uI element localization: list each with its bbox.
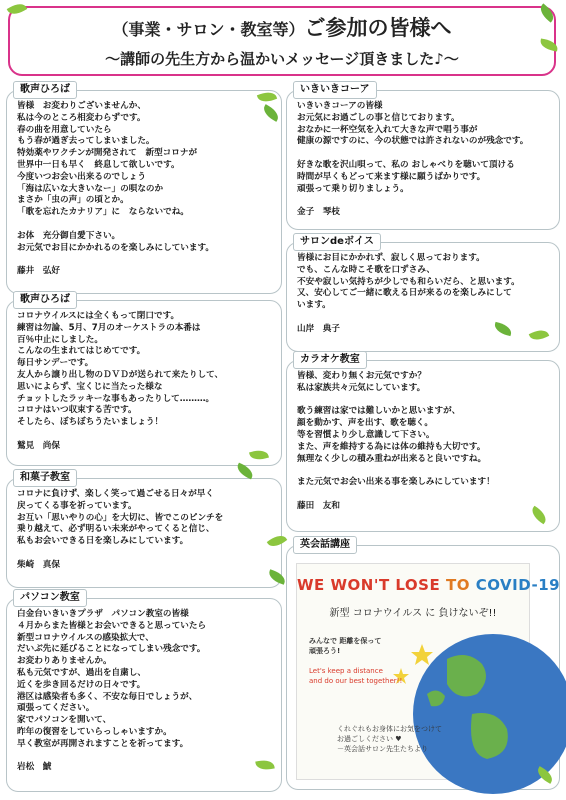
page-title-prefix: （事業・サロン・教室等） — [112, 20, 305, 39]
section-body: 皆様にお目にかかれず、寂しく思っております。 でも、こんな時こそ歌を口ずさみ、 不安や寂しい気持ちが少しでも和らいだら、と思います。 又、安心してご一緒に歌える日が来るのを楽しみにして います。 山岸 典子 — [297, 253, 520, 334]
section-title: 歌声ひろば — [13, 81, 77, 99]
section-body: コロナウイルスには全くもって閉口です。 練習は勿論、5月、7月のオーケストラの本番は 百％中止にしました。 こんなの生まれてはじめてです。 毎日サンデーです。 友人から譲り出し物のＤＶＤが送られて来たりして、 思いによらず、宝くじに当たった様な チョットしたラッキーな事もあったりして………。 コロナはいつ収束する苦です。 そしたら、ぼちぼちうたいましょう！ 鷲見 尚保 — [17, 311, 224, 451]
section-body: いきいきコーアの皆様 お元気にお過ごしの事と信じております。 おなかに一杯空気を入れて大きな声で唱う事が 健康の源ですのに、今の状態では許されないのが残念です。 好きな歌を沢山唄って、私の おしゃべりを聴いて頂ける 時間が早くもどって来ます様に願うばかりです。 頑張って乗り切りましょう。 金子 琴枝 — [297, 101, 529, 218]
page-subtitle: 〜講師の先生方から温かいメッセージ頂きました♪〜 — [105, 50, 459, 68]
section-kasei-hiroba-2 — [6, 294, 282, 466]
section-title: カラオケ教室 — [293, 351, 367, 369]
poster-note-jp: みんなで 距離を保って 頑張ろう! — [309, 637, 382, 655]
page-header — [8, 6, 556, 76]
poster-subtitle: 新型 コロナウイルス に 負けないぞ!! — [329, 608, 497, 619]
section-title: 歌声ひろば — [13, 291, 77, 309]
poster-headline: WE WON'T LOSE TO COVID-19 — [297, 576, 561, 594]
section-karaoke — [286, 354, 560, 532]
section-body: 白金台いきいきプラザ パソコン教室の皆様 ４月からまた皆様とお会いできると思っていたら 新型コロナウイルスの感染拡大で、 だいぶ先に延びることになってしまい残念です。 お変わりありませんか。 私も元気ですが、過出を自粛し、 近くを歩き回るだけの日々です。 港区は感染者も多く、不安な毎日でしょうが、 頑張ってください。 家でパソコンを開いて、 昨年の復習をしていらっしゃいますか。 早く教室が再開されますことを祈ってます。 岩松 鯱 — [17, 609, 207, 773]
star-icon — [411, 644, 433, 665]
section-body: 皆様 お変わりございませんか、 私は今のところ相変わらずです。 春の曲を用意していたら もう春が過ぎ去ってしまいました。 特効薬やワクチンが開発されて 新型コロナが 世界中一日も早く 終息して欲しいです。 今度いつお会い出来るのでしょう 「海は広いな大きいなー」の唄なのか まさか「虫の声」の頃とか。 「歌を忘れたカナリア」に ならないでね。 お体 充分御自愛下さい。 お元気でお目にかかれるのを楽しみにしています。 藤井 弘好 — [17, 101, 214, 277]
poster-note-signoff: くれぐれもお身体にお気をつけて お過ごしください ♥ －英会話サロン先生たちより — [337, 725, 442, 753]
section-body: コロナに負けず、楽しく笑って過ごせる日々が早く 戻ってくる事を祈っています。 お互い「思いやりの心」を大切に、皆でこのピンチを 乗り越えて、必ず明るい未来がやってくると信じ、 私もお会いできる日を楽しみにしています。 柴崎 真保 — [17, 489, 224, 570]
section-wagashi — [6, 472, 282, 588]
section-title: 英会話講座 — [293, 536, 357, 554]
section-pasokon — [6, 592, 282, 792]
page-title — [10, 12, 554, 42]
section-ikiiki-koa — [286, 84, 560, 230]
section-salon-de-voice — [286, 236, 560, 352]
section-title: サロンdeボイス — [293, 233, 381, 251]
poster-note-en: Let's keep a distance and do our best together!! — [309, 667, 403, 685]
covid-poster-image — [296, 563, 561, 780]
section-title: いきいきコーア — [293, 81, 377, 99]
section-title: 和菓子教室 — [13, 469, 77, 487]
page-title-main: ご参加の皆様へ — [304, 16, 452, 40]
section-body: 皆様、変わり無くお元気ですか？ 私は家族共々元気にしています。 歌う練習は家では難しいかと思いますが、 顔を動かす、声を出す、歌を聴く。 等を習慣より少し意識して下さい。 また、声を維持する為には体の維持も大切です。 無理なく少しの積み重ねが出来ると良いですね。 また元気でお会い出来る事を楽しみにしています！ 藤田 友和 — [297, 371, 495, 511]
section-title: パソコン教室 — [13, 589, 87, 607]
section-kasei-hiroba-1 — [6, 84, 282, 294]
